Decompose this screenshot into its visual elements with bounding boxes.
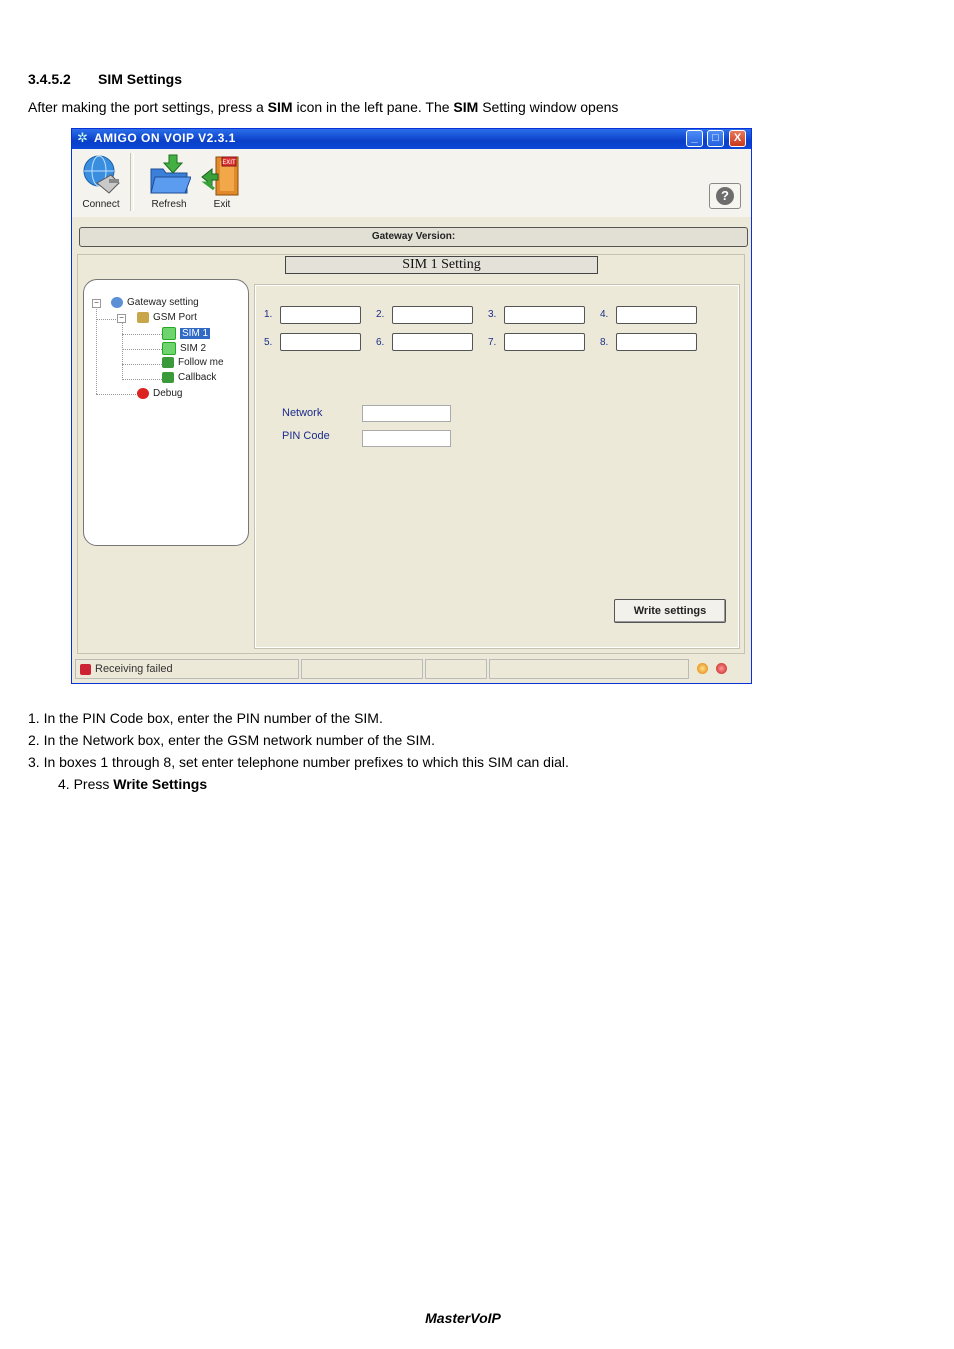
help-icon: ? bbox=[716, 187, 734, 205]
status-led-orange-icon bbox=[697, 663, 708, 674]
tree-label: GSM Port bbox=[153, 312, 197, 324]
step4-text: 4. Press bbox=[58, 776, 114, 792]
callback-icon bbox=[162, 372, 174, 383]
instruction-step bbox=[28, 773, 569, 795]
window-title: AMIGO ON VOIP V2.3.1 bbox=[94, 131, 236, 145]
tree-line bbox=[122, 349, 162, 350]
prefix-label-6: 6. bbox=[376, 337, 385, 348]
help-button[interactable] bbox=[709, 183, 741, 209]
prefix-label-3: 3. bbox=[488, 309, 497, 320]
tree-line bbox=[122, 334, 162, 335]
prefix-input-8[interactable] bbox=[616, 333, 697, 351]
intro-text: icon in the left pane. The bbox=[292, 99, 454, 115]
prefix-label-2: 2. bbox=[376, 309, 385, 320]
prefix-label-1: 1. bbox=[264, 309, 273, 320]
tree-item-debug[interactable] bbox=[137, 388, 182, 399]
prefix-input-4[interactable] bbox=[616, 306, 697, 324]
prefix-input-6[interactable] bbox=[392, 333, 473, 351]
instruction-step: 1. In the PIN Code box, enter the PIN number of the SIM. bbox=[28, 710, 383, 726]
tree-item-gsm-port[interactable] bbox=[137, 312, 197, 323]
navigation-tree bbox=[83, 279, 249, 546]
instruction-step: 3. In boxes 1 through 8, set enter telephone number prefixes to which this SIM can dial. bbox=[28, 754, 569, 770]
tree-label: Follow me bbox=[178, 357, 224, 369]
collapse-toggle[interactable]: − bbox=[117, 314, 126, 323]
tree-line bbox=[122, 364, 162, 365]
page-footer: MasterVoIP bbox=[425, 1310, 501, 1326]
pin-code-input[interactable] bbox=[362, 430, 451, 447]
tree-line bbox=[96, 304, 97, 394]
section-heading bbox=[28, 71, 182, 87]
port-icon bbox=[137, 312, 149, 323]
tree-item-callback[interactable] bbox=[162, 372, 216, 383]
toolbar-separator bbox=[130, 153, 134, 211]
prefix-label-4: 4. bbox=[600, 309, 609, 320]
intro-paragraph bbox=[28, 99, 618, 115]
status-led-red-icon bbox=[716, 663, 727, 674]
prefix-input-3[interactable] bbox=[504, 306, 585, 324]
title-bar[interactable] bbox=[72, 129, 751, 149]
network-label: Network bbox=[282, 407, 323, 419]
status-cell bbox=[489, 659, 689, 679]
instruction-list bbox=[28, 707, 569, 795]
maximize-button[interactable]: □ bbox=[707, 130, 724, 147]
refresh-button[interactable] bbox=[143, 153, 195, 210]
main-panel bbox=[77, 254, 745, 654]
connect-icon bbox=[79, 153, 123, 197]
status-bar bbox=[75, 659, 748, 679]
tree-line bbox=[96, 319, 116, 320]
tree-line bbox=[122, 320, 123, 380]
minimize-button[interactable]: _ bbox=[686, 130, 703, 147]
section-number: 3.4.5.2 bbox=[28, 71, 71, 87]
phone-forward-icon bbox=[162, 357, 174, 368]
panel-title: SIM 1 Setting bbox=[285, 256, 598, 274]
prefix-label-8: 8. bbox=[600, 337, 609, 348]
network-input[interactable] bbox=[362, 405, 451, 422]
instruction-step: 2. In the Network box, enter the GSM network number of the SIM. bbox=[28, 732, 435, 748]
app-window bbox=[71, 128, 752, 684]
prefix-input-5[interactable] bbox=[280, 333, 361, 351]
tree-label: Callback bbox=[178, 372, 217, 384]
intro-text: After making the port settings, press a bbox=[28, 99, 268, 115]
intro-bold-sim: SIM bbox=[453, 99, 479, 115]
prefix-input-7[interactable] bbox=[504, 333, 585, 351]
refresh-label: Refresh bbox=[151, 199, 187, 210]
gateway-version-bar: Gateway Version: bbox=[79, 227, 748, 247]
intro-bold-sim: SIM bbox=[267, 99, 293, 115]
sim-card-icon bbox=[162, 327, 176, 340]
gear-icon bbox=[111, 297, 123, 308]
network-icon bbox=[80, 664, 91, 675]
toolbar bbox=[72, 149, 751, 217]
tree-line bbox=[122, 379, 162, 380]
intro-text: Setting window opens bbox=[478, 99, 619, 115]
sim-settings-area bbox=[255, 285, 739, 648]
connect-button[interactable] bbox=[75, 153, 127, 210]
close-button[interactable]: X bbox=[729, 130, 746, 147]
tree-label-selected: SIM 1 bbox=[182, 328, 209, 340]
exit-badge-text: EXIT bbox=[222, 159, 236, 166]
prefix-label-7: 7. bbox=[488, 337, 497, 348]
exit-door-icon bbox=[200, 153, 244, 197]
tree-item-sim-2[interactable] bbox=[162, 342, 206, 355]
exit-label: Exit bbox=[213, 199, 231, 210]
sim-card-icon bbox=[162, 342, 176, 355]
status-cell-main bbox=[75, 659, 299, 679]
pin-code-label: PIN Code bbox=[282, 430, 330, 442]
tree-label: SIM 2 bbox=[180, 343, 207, 355]
connect-label: Connect bbox=[82, 199, 120, 210]
status-text: Receiving failed bbox=[95, 663, 173, 675]
prefix-input-1[interactable] bbox=[280, 306, 361, 324]
app-gear-icon: ✲ bbox=[77, 130, 88, 145]
step4-bold: Write Settings bbox=[113, 776, 208, 792]
refresh-folder-icon bbox=[147, 153, 191, 197]
write-settings-button[interactable]: Write settings bbox=[614, 599, 726, 623]
prefix-label-5: 5. bbox=[264, 337, 273, 348]
debug-icon bbox=[137, 388, 149, 399]
status-cell bbox=[301, 659, 423, 679]
status-cell bbox=[425, 659, 487, 679]
section-title: SIM Settings bbox=[98, 71, 183, 87]
tree-item-sim-1[interactable] bbox=[162, 327, 210, 340]
tree-item-gateway-setting[interactable] bbox=[111, 297, 199, 308]
tree-item-follow-me[interactable] bbox=[162, 357, 224, 368]
collapse-toggle[interactable]: − bbox=[92, 299, 101, 308]
prefix-input-2[interactable] bbox=[392, 306, 473, 324]
tree-label: Gateway setting bbox=[127, 297, 199, 309]
tree-label: Debug bbox=[153, 388, 183, 400]
exit-button[interactable] bbox=[196, 153, 248, 210]
tree-line bbox=[96, 394, 136, 395]
